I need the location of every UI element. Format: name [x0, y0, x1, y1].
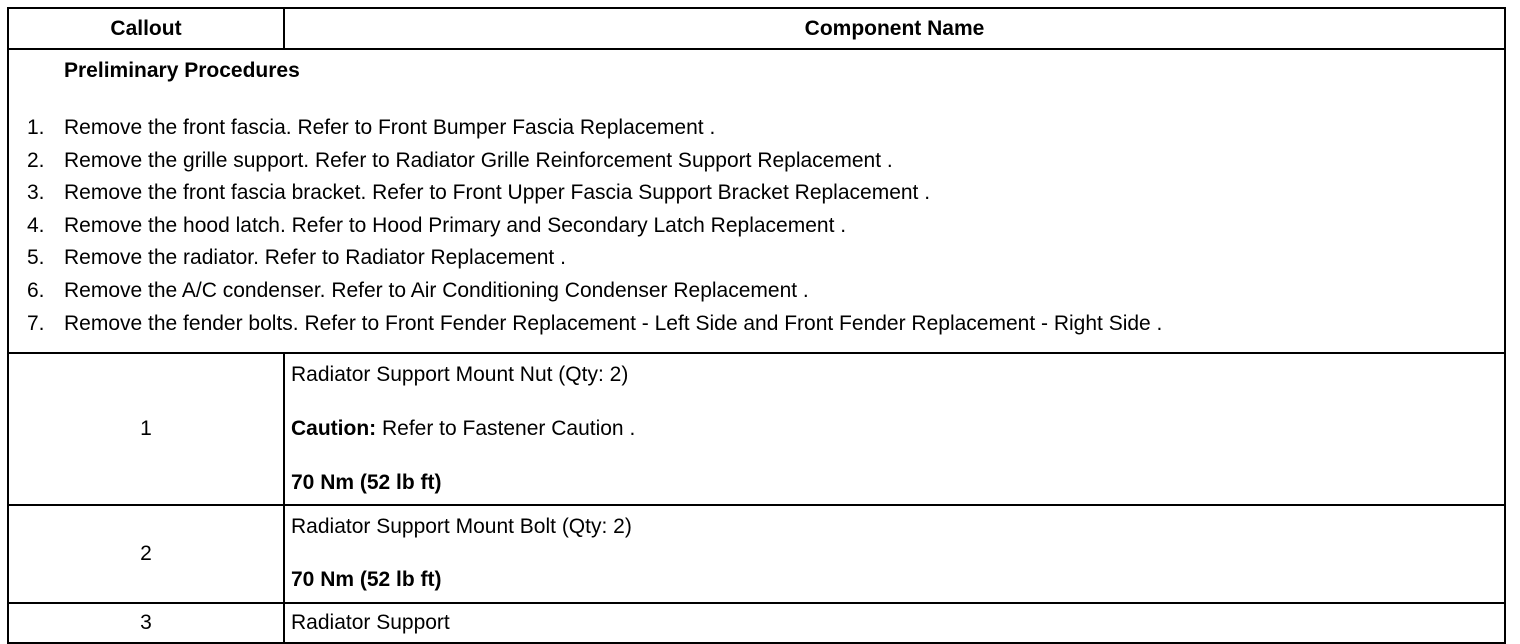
- preliminary-steps: [9, 112, 1504, 340]
- step-text: Remove the grille support. Refer to Radiator Grille Reinforcement Support Replacement .: [64, 148, 893, 172]
- step-text: Remove the fender bolts. Refer to Front Fender Replacement - Left Side and Front Fender Replacement - Right Side .: [64, 311, 1163, 335]
- step-text: Remove the radiator. Refer to Radiator Replacement .: [64, 246, 566, 270]
- step-number: 1.: [27, 116, 45, 139]
- step-text: Remove the front fascia bracket. Refer to Front Upper Fascia Support Bracket Replacement .: [64, 181, 931, 205]
- step-number: 5.: [27, 246, 45, 270]
- caution-text: Refer to Fastener Caution .: [376, 417, 636, 440]
- procedure-table: [7, 7, 1506, 644]
- caution-label: Caution:: [291, 417, 377, 440]
- callout-cell: 1: [8, 353, 284, 505]
- step-number: 3.: [27, 181, 45, 205]
- callout-cell: 2: [8, 505, 284, 603]
- torque-spec: 70 Nm (52 lb ft): [291, 568, 442, 591]
- table-row: [8, 603, 1505, 643]
- step-item: [9, 210, 1504, 243]
- component-name: Radiator Support: [291, 611, 450, 634]
- step-number: 4.: [27, 213, 45, 237]
- step-item: [9, 145, 1504, 178]
- step-item: [9, 308, 1504, 341]
- component-name: Radiator Support Mount Nut (Qty: 2): [291, 363, 629, 386]
- component-cell: [284, 505, 1505, 603]
- preliminary-title: Preliminary Procedures: [64, 59, 300, 82]
- component-cell: [284, 603, 1505, 643]
- step-item: [9, 242, 1504, 275]
- step-item: [9, 112, 1504, 145]
- caution-line: [291, 416, 1504, 442]
- step-number: 6.: [27, 278, 45, 302]
- step-item: [9, 177, 1504, 210]
- component-name: Radiator Support Mount Bolt (Qty: 2): [291, 515, 632, 538]
- header-row: [8, 8, 1505, 49]
- step-text: Remove the hood latch. Refer to Hood Primary and Secondary Latch Replacement .: [64, 213, 847, 237]
- step-text: Remove the front fascia. Refer to Front Bumper Fascia Replacement .: [64, 116, 716, 139]
- component-cell: [284, 353, 1505, 505]
- table-row: [8, 505, 1505, 603]
- step-text: Remove the A/C condenser. Refer to Air Conditioning Condenser Replacement .: [64, 278, 809, 302]
- step-number: 7.: [27, 311, 45, 335]
- preliminary-cell: [8, 49, 1505, 353]
- step-number: 2.: [27, 148, 45, 172]
- step-item: [9, 275, 1504, 308]
- table-row: [8, 353, 1505, 505]
- preliminary-row: [8, 49, 1505, 353]
- callout-cell: 3: [8, 603, 284, 643]
- callout-header: Callout: [8, 8, 284, 49]
- component-name-header: Component Name: [284, 8, 1505, 49]
- torque-spec: 70 Nm (52 lb ft): [291, 471, 442, 494]
